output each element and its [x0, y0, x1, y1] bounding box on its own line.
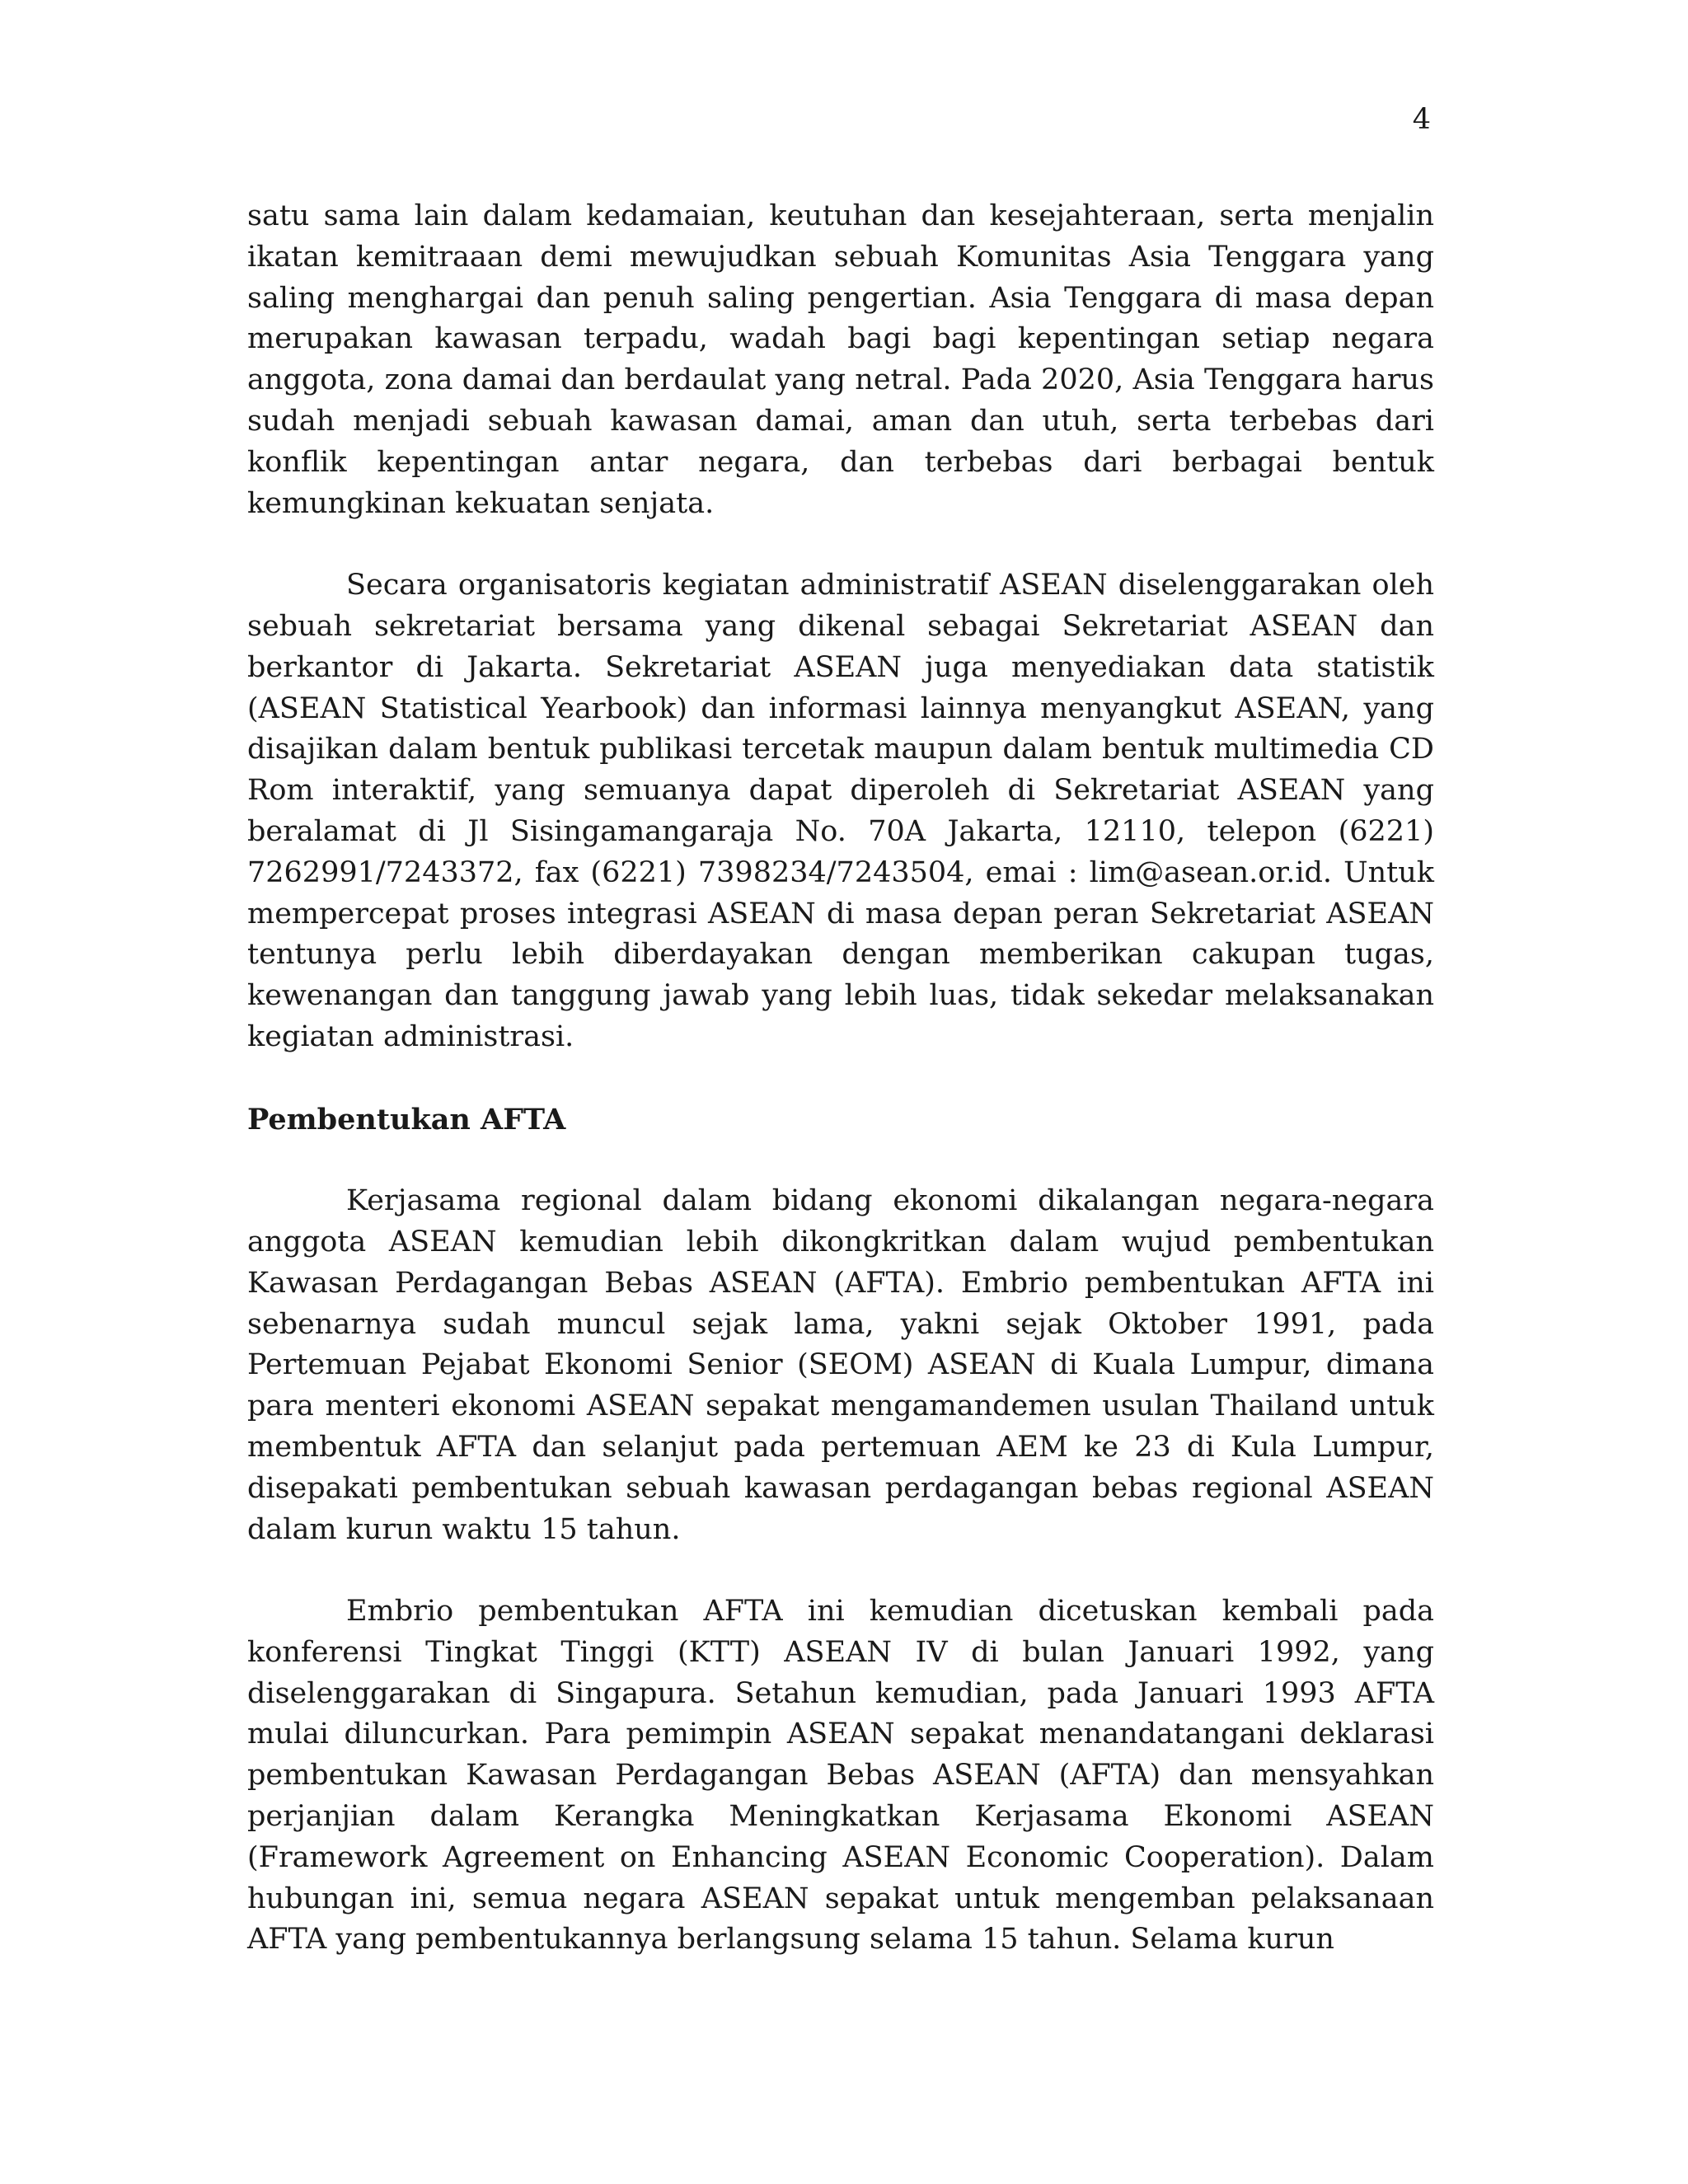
section-heading: Pembentukan AFTA [247, 1102, 566, 1137]
paragraph-2: Secara organisatoris kegiatan administratif ASEAN diselenggarakan oleh sebuah sekretariat bersama yang dikenal sebagai Sekretariat ASEAN dan berkantor di Jakarta. Sekretariat ASEAN juga menyediakan data statistik (ASEAN Statistical Yearbook) dan informasi lainnya menyangkut ASEAN, yang disajikan dalam bentuk publikasi tercetak maupun dalam bentuk multimedia CD Rom interaktif, yang semuanya dapat diperoleh di Sekretariat ASEAN yang beralamat di Jl Sisingamangaraja No. 70A Jakarta, 12110, telepon (6221) 7262991/7243372, fax (6221) 7398234/7243504, emai : lim@asean.or.id. Untuk mempercepat proses integrasi ASEAN di masa depan peran Sekretariat ASEAN tentunya perlu lebih diberdayakan dengan memberikan cakupan tugas, kewenangan dan tanggung jawab yang lebih luas, tidak sekedar melaksanakan kegiatan administrasi. [247, 569, 1434, 1053]
paragraph-1: satu sama lain dalam kedamaian, keutuhan dan kesejahteraan, serta menjalin ikatan kemitraaan demi mewujudkan sebuah Komunitas Asia Tenggara yang saling menghargai dan penuh saling pengertian. Asia Tenggara di masa depan merupakan kawasan terpadu, wadah bagi bagi kepentingan setiap negara anggota, zona damai dan berdaulat yang netral. Pada 2020, Asia Tenggara harus sudah menjadi sebuah kawasan damai, aman dan utuh, serta terbebas dari konflik kepentingan antar negara, dan terbebas dari berbagai bentuk kemungkinan kekuatan senjata. [247, 199, 1434, 520]
paragraph-3: Kerjasama regional dalam bidang ekonomi dikalangan negara-negara anggota ASEAN kemudian lebih dikongkritkan dalam wujud pembentukan Kawasan Perdagangan Bebas ASEAN (AFTA). Embrio pembentukan AFTA ini sebenarnya sudah muncul sejak lama, yakni sejak Oktober 1991, pada Pertemuan Pejabat Ekonomi Senior (SEOM) ASEAN di Kuala Lumpur, dimana para menteri ekonomi ASEAN sepakat mengamandemen usulan Thailand untuk membentuk AFTA dan selanjut pada pertemuan AEM ke 23 di Kula Lumpur, disepakati pembentukan sebuah kawasan perdagangan bebas regional ASEAN dalam kurun waktu 15 tahun. [247, 1184, 1434, 1546]
body-text [247, 196, 1434, 1961]
paragraph-4: Embrio pembentukan AFTA ini kemudian dicetuskan kembali pada konferensi Tingkat Tinggi (KTT) ASEAN IV di bulan Januari 1992, yang diselenggarakan di Singapura. Setahun kemudian, pada Januari 1993 AFTA mulai diluncurkan. Para pemimpin ASEAN sepakat menandatangani deklarasi pembentukan Kawasan Perdagangan Bebas ASEAN (AFTA) dan mensyahkan perjanjian dalam Kerangka Meningkatkan Kerjasama Ekonomi ASEAN (Framework Agreement on Enhancing ASEAN Economic Cooperation). Dalam hubungan ini, semua negara ASEAN sepakat untuk mengemban pelaksanaan AFTA yang pembentukannya berlangsung selama 15 tahun. Selama kurun [247, 1595, 1434, 1957]
page-number: 4 [1412, 103, 1431, 136]
